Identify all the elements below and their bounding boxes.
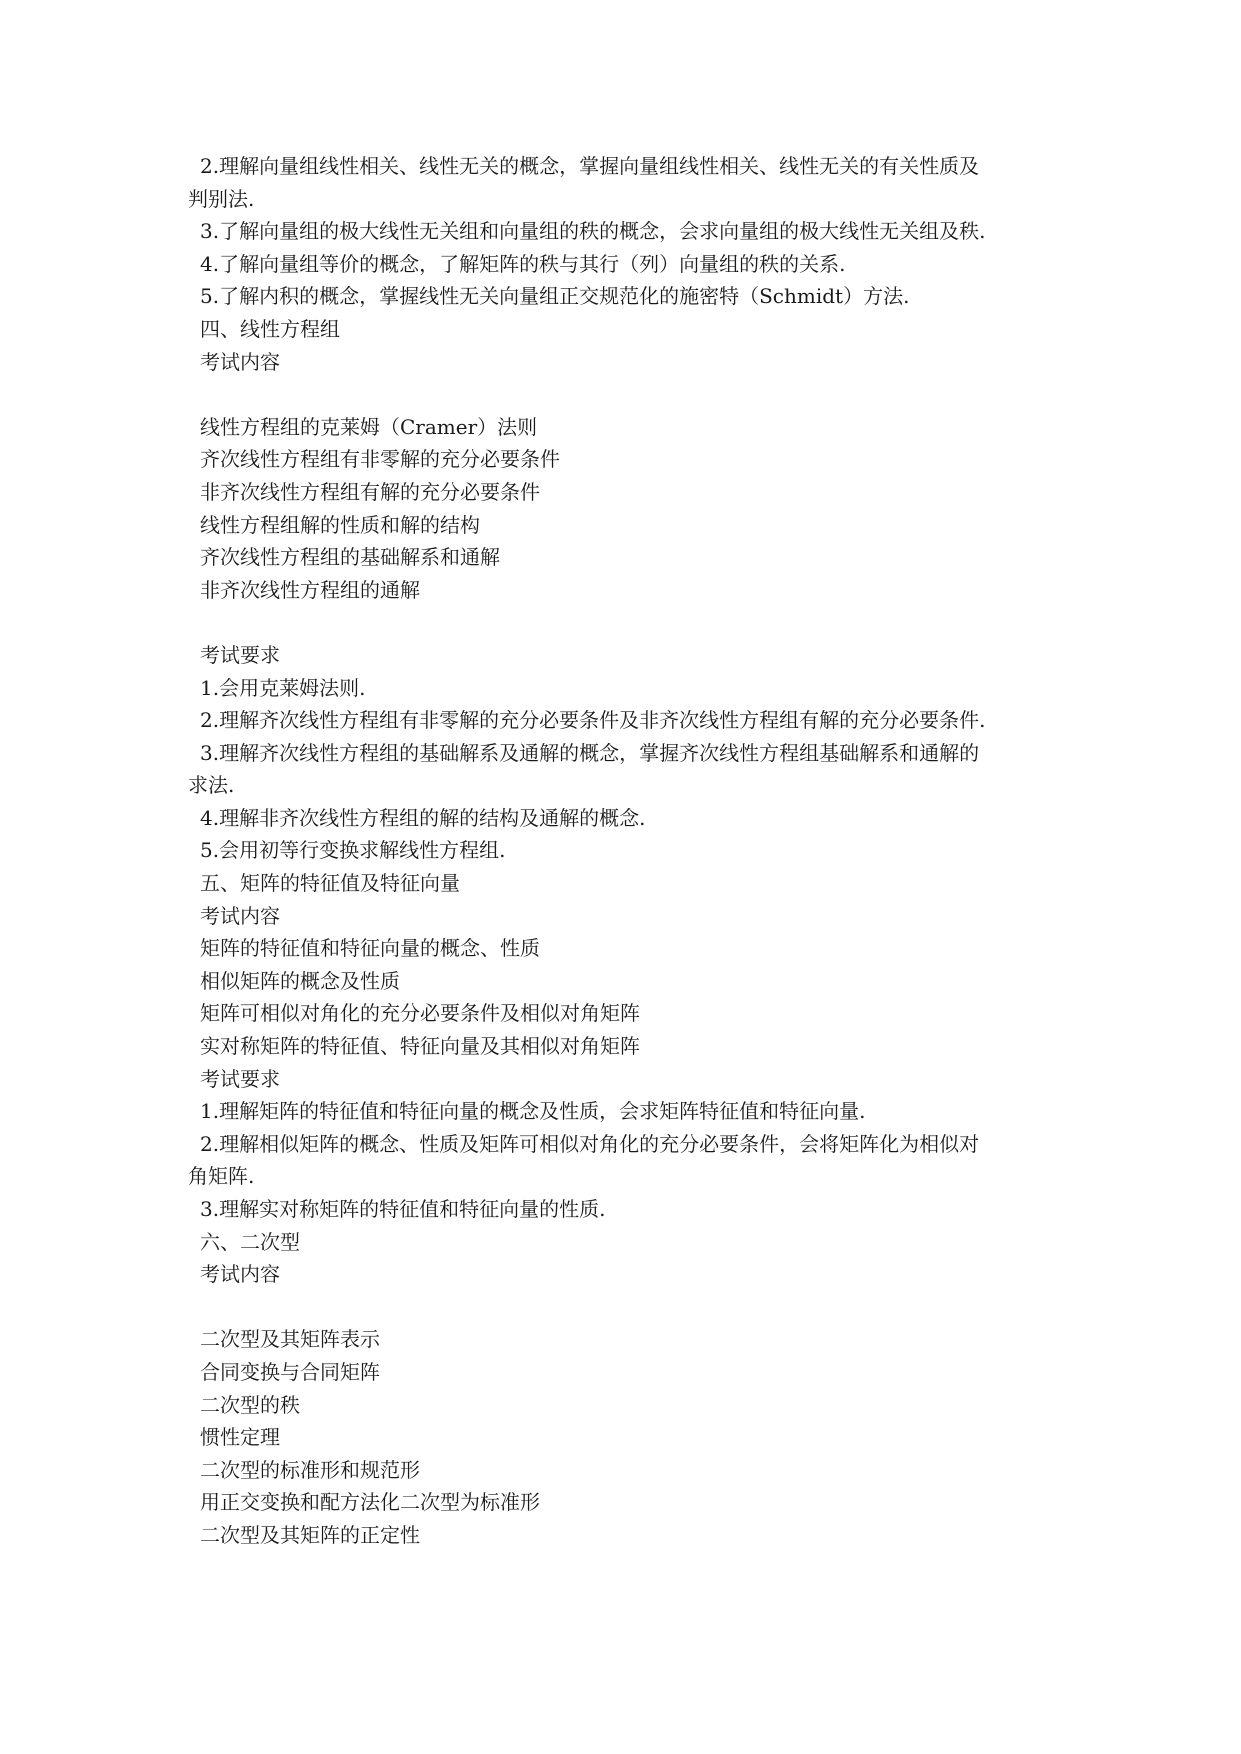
text-line: 矩阵可相似对角化的充分必要条件及相似对角矩阵 — [200, 1001, 640, 1026]
text-line: 相似矩阵的概念及性质 — [200, 968, 400, 993]
text-line: 判别法. — [188, 186, 255, 211]
document-body — [188, 150, 1068, 1552]
text-line: 5.了解内积的概念，掌握线性无关向量组正交规范化的施密特（Schmidt）方法. — [200, 284, 910, 309]
text-line: 四、线性方程组 — [200, 316, 340, 341]
text-line: 3.理解齐次线性方程组的基础解系及通解的概念，掌握齐次线性方程组基础解系和通解的 — [200, 740, 980, 765]
text-line: 齐次线性方程组的基础解系和通解 — [200, 545, 500, 570]
text-line: 惯性定理 — [200, 1425, 280, 1450]
text-line: 线性方程组的克莱姆（Cramer）法则 — [200, 414, 538, 439]
text-line: 2.理解相似矩阵的概念、性质及矩阵可相似对角化的充分必要条件，会将矩阵化为相似对 — [200, 1131, 980, 1156]
text-line: 非齐次线性方程组有解的充分必要条件 — [200, 479, 540, 504]
blank-line — [188, 606, 1068, 639]
text-line: 二次型及其矩阵的正定性 — [200, 1522, 420, 1547]
text-line: 3.了解向量组的极大线性无关组和向量组的秩的概念，会求向量组的极大线性无关组及秩. — [200, 219, 986, 244]
text-line: 3.理解实对称矩阵的特征值和特征向量的性质. — [200, 1197, 606, 1221]
text-line: 用正交变换和配方法化二次型为标准形 — [200, 1490, 540, 1515]
text-line: 1.会用克莱姆法则. — [200, 675, 366, 700]
text-line: 二次型及其矩阵表示 — [200, 1327, 380, 1352]
text-line: 考试要求 — [200, 1066, 280, 1091]
text-line: 角矩阵. — [188, 1164, 255, 1189]
text-line: 实对称矩阵的特征值、特征向量及其相似对角矩阵 — [200, 1034, 640, 1059]
text-line: 4.理解非齐次线性方程组的解的结构及通解的概念. — [200, 805, 646, 830]
text-line: 考试要求 — [200, 642, 280, 667]
text-line: 5.会用初等行变换求解线性方程组. — [200, 838, 506, 863]
text-line: 考试内容 — [200, 1262, 280, 1287]
text-line: 五、矩阵的特征值及特征向量 — [200, 871, 460, 896]
text-line: 六、二次型 — [200, 1229, 300, 1254]
text-line: 二次型的秩 — [200, 1392, 300, 1417]
text-line: 合同变换与合同矩阵 — [200, 1359, 380, 1384]
text-line: 考试内容 — [200, 903, 280, 928]
text-line: 1.理解矩阵的特征值和特征向量的概念及性质，会求矩阵特征值和特征向量. — [200, 1099, 866, 1124]
text-line: 2.理解齐次线性方程组有非零解的充分必要条件及非齐次线性方程组有解的充分必要条件. — [200, 708, 986, 733]
text-line: 求法. — [188, 773, 235, 798]
text-line: 齐次线性方程组有非零解的充分必要条件 — [200, 447, 560, 472]
text-line: 考试内容 — [200, 349, 280, 374]
text-line: 线性方程组解的性质和解的结构 — [200, 512, 480, 537]
text-line: 4.了解向量组等价的概念，了解矩阵的秩与其行（列）向量组的秩的关系. — [200, 251, 846, 276]
text-line: 非齐次线性方程组的通解 — [200, 577, 420, 602]
blank-line — [188, 378, 1068, 411]
blank-line — [188, 1291, 1068, 1324]
text-line: 矩阵的特征值和特征向量的概念、性质 — [200, 936, 540, 961]
text-line: 2.理解向量组线性相关、线性无关的概念，掌握向量组线性相关、线性无关的有关性质及 — [200, 154, 980, 178]
text-line: 二次型的标准形和规范形 — [200, 1457, 420, 1482]
